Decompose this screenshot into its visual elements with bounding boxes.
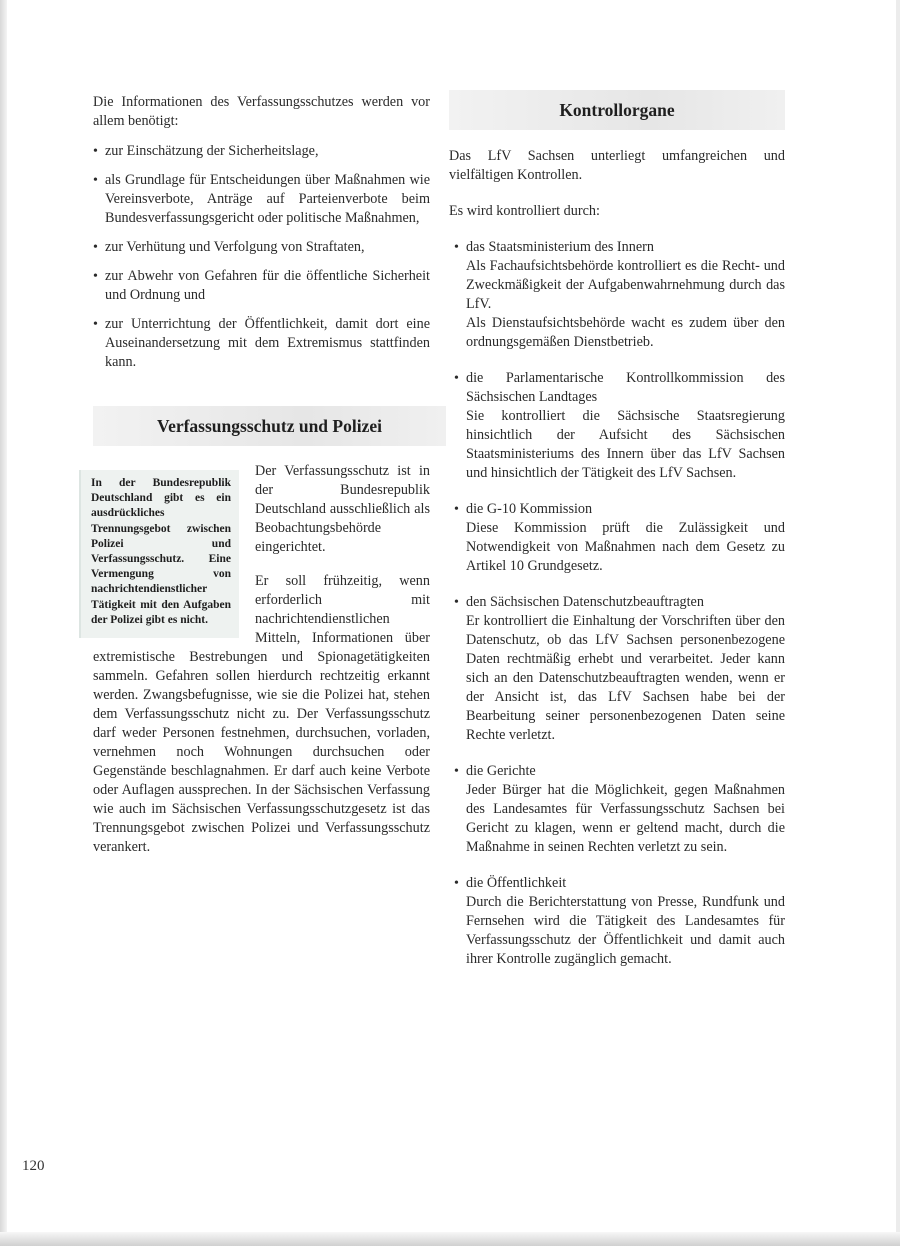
bullet-icon: • — [454, 240, 459, 255]
right-lead-text: Es wird kontrolliert durch: — [449, 203, 600, 219]
list-item-text: Als Fachaufsichtsbehörde kontrolliert es die Recht- und Zweckmäßigkeit der Aufgabenwahrnehmung durch das LfV. — [466, 258, 785, 312]
list-item — [454, 593, 785, 745]
scan-edge-bottom — [0, 1232, 900, 1246]
scan-edge-left — [0, 0, 7, 1246]
bullet-icon: • — [454, 371, 459, 386]
list-item — [454, 369, 785, 483]
list-item — [454, 500, 785, 576]
list-item-text: Jeder Bürger hat die Möglichkeit, gegen Maßnahmen des Landesamtes für Verfassungsschutz Sachsen bei Gericht zu klagen, wenn er geltend macht, durch die Maßnahme in seinen Rechten verletzt zu sein. — [466, 782, 785, 855]
list-item-title: die Gerichte — [466, 763, 536, 779]
left-column — [93, 93, 430, 872]
bullet-icon: • — [93, 144, 98, 159]
list-item-text: Diese Kommission prüft die Zulässigkeit und Notwendigkeit von Maßnahmen nach dem Gesetz zu Artikel 10 Grundgesetz. — [466, 520, 785, 574]
list-item-text: Er kontrolliert die Einhaltung der Vorschriften über den Datenschutz, ob das LfV Sachsen personenbezogene Daten rechtmäßig erhebt und verarbeitet. Jeder kann sich an den Datenschutzbeauftragten wenden, wenn er der Ansicht ist, das LfV Sachsen habe bei der Bearbeitung seiner personenbezogenen Daten seine Rechte verletzt. — [466, 613, 785, 743]
list-item-text: zur Unterrichtung der Öffentlichkeit, damit dort eine Auseinandersetzung mit dem Extremismus stattfinden kann. — [105, 316, 430, 370]
section-heading-verfassungsschutz-polizei — [93, 406, 446, 446]
bullet-icon: • — [454, 502, 459, 517]
list-item-title: die G-10 Kommission — [466, 501, 593, 517]
section-heading-text: Verfassungsschutz und Polizei — [157, 415, 382, 436]
bullet-icon: • — [454, 876, 459, 891]
list-item-text: als Grundlage für Entscheidungen über Maßnahmen wie Vereinsverbote, Anträge auf Parteienverbote beim Bundesverfassungsgericht oder politische Maßnahmen, — [105, 172, 430, 226]
list-item-text: zur Verhütung und Verfolgung von Straftaten, — [105, 239, 365, 255]
bullet-icon: • — [93, 240, 98, 255]
bullet-icon: • — [454, 764, 459, 779]
list-item-title: die Parlamentarische Kontrollkommission des Sächsischen Landtages — [466, 370, 785, 405]
list-item-text: zur Einschätzung der Sicherheitslage, — [105, 143, 319, 159]
list-item — [454, 762, 785, 857]
right-intro-text: Das LfV Sachsen unterliegt umfangreichen und vielfältigen Kontrollen. — [449, 148, 785, 183]
list-item — [93, 315, 430, 372]
list-item-title: die Öffentlichkeit — [466, 875, 567, 891]
right-column — [449, 93, 785, 986]
section-heading-text: Kontrollorgane — [559, 99, 675, 120]
bullet-icon: • — [93, 317, 98, 332]
section-heading-kontrollorgane — [449, 90, 785, 130]
left-intro-text: Die Informationen des Verfassungsschutzes werden vor allem benötigt: — [93, 94, 430, 129]
control-organ-list — [449, 238, 785, 969]
page-number: 120 — [22, 1158, 45, 1174]
bullet-icon: • — [454, 595, 459, 610]
list-item — [93, 267, 430, 305]
list-item-title: den Sächsischen Datenschutzbeauftragten — [466, 594, 704, 610]
list-item — [93, 171, 430, 228]
list-item-text: Durch die Berichterstattung von Presse, Rundfunk und Fernsehen wird die Tätigkeit des Landesamtes für Verfassungsschutz der Öffentlichkeit und damit auch ihrer Kontrolle zugänglich gemacht. — [466, 894, 785, 967]
list-item — [93, 238, 430, 257]
body-paragraph: Der Verfassungsschutz ist in der Bundesrepublik Deutschland ausschließlich als Beobachtungsbehörde eingerichtet. — [255, 463, 430, 555]
left-bullet-list — [93, 142, 430, 372]
list-item-text: Als Dienstaufsichtsbehörde wacht es zudem über den ordnungsgemäßen Dienstbetrieb. — [466, 315, 785, 350]
list-item-text: zur Abwehr von Gefahren für die öffentliche Sicherheit und Ordnung und — [105, 268, 430, 303]
list-item — [454, 874, 785, 969]
list-item — [93, 142, 430, 161]
bullet-icon: • — [93, 269, 98, 284]
callout-box: In der Bundesrepublik Deutschland gibt es ein ausdrückliches Trennungsgebot zwischen Polizei und Verfassungsschutz. Eine Vermengung von nachrichtendienstlicher Tätigkeit mit den Aufgaben der Polizei gibt es nicht. — [79, 470, 239, 638]
list-item-title: das Staatsministerium des Innern — [466, 239, 654, 255]
body-paragraph: Er soll frühzeitig, wenn erforderlich mit nachrichtendienstlichen Mitteln, Informationen über extremistische Bestrebungen und Spionagetätigkeiten sammeln. Gefahren sollen hierdurch rechtzeitig erkannt werden. Zwangsbefugnisse, wie sie die Polizei hat, stehen dem Verfassungsschutz nicht zu. Der Verfassungsschutz darf weder Personen festnehmen, durchsuchen, vorladen, vernehmen noch Wohnungen durchsuchen oder Gegenstände beschlagnahmen. Er darf auch keine Verbote oder Auflagen aussprechen. In der Sächsischen Verfassung wie auch im Sächsischen Verfassungsschutzgesetz ist das Trennungsgebot zwischen Polizei und Verfassungsschutz verankert. — [93, 573, 430, 855]
list-item — [454, 238, 785, 352]
section-body — [93, 462, 430, 857]
bullet-icon: • — [93, 173, 98, 188]
list-item-text: Sie kontrolliert die Sächsische Staatsregierung hinsichtlich der Aufsicht des Sächsischen Staatsministeriums des Innern über das LfV Sachsen und hinsichtlich der Tätigkeit des LfV Sachsen. — [466, 408, 785, 481]
scan-edge-right — [896, 0, 900, 1246]
